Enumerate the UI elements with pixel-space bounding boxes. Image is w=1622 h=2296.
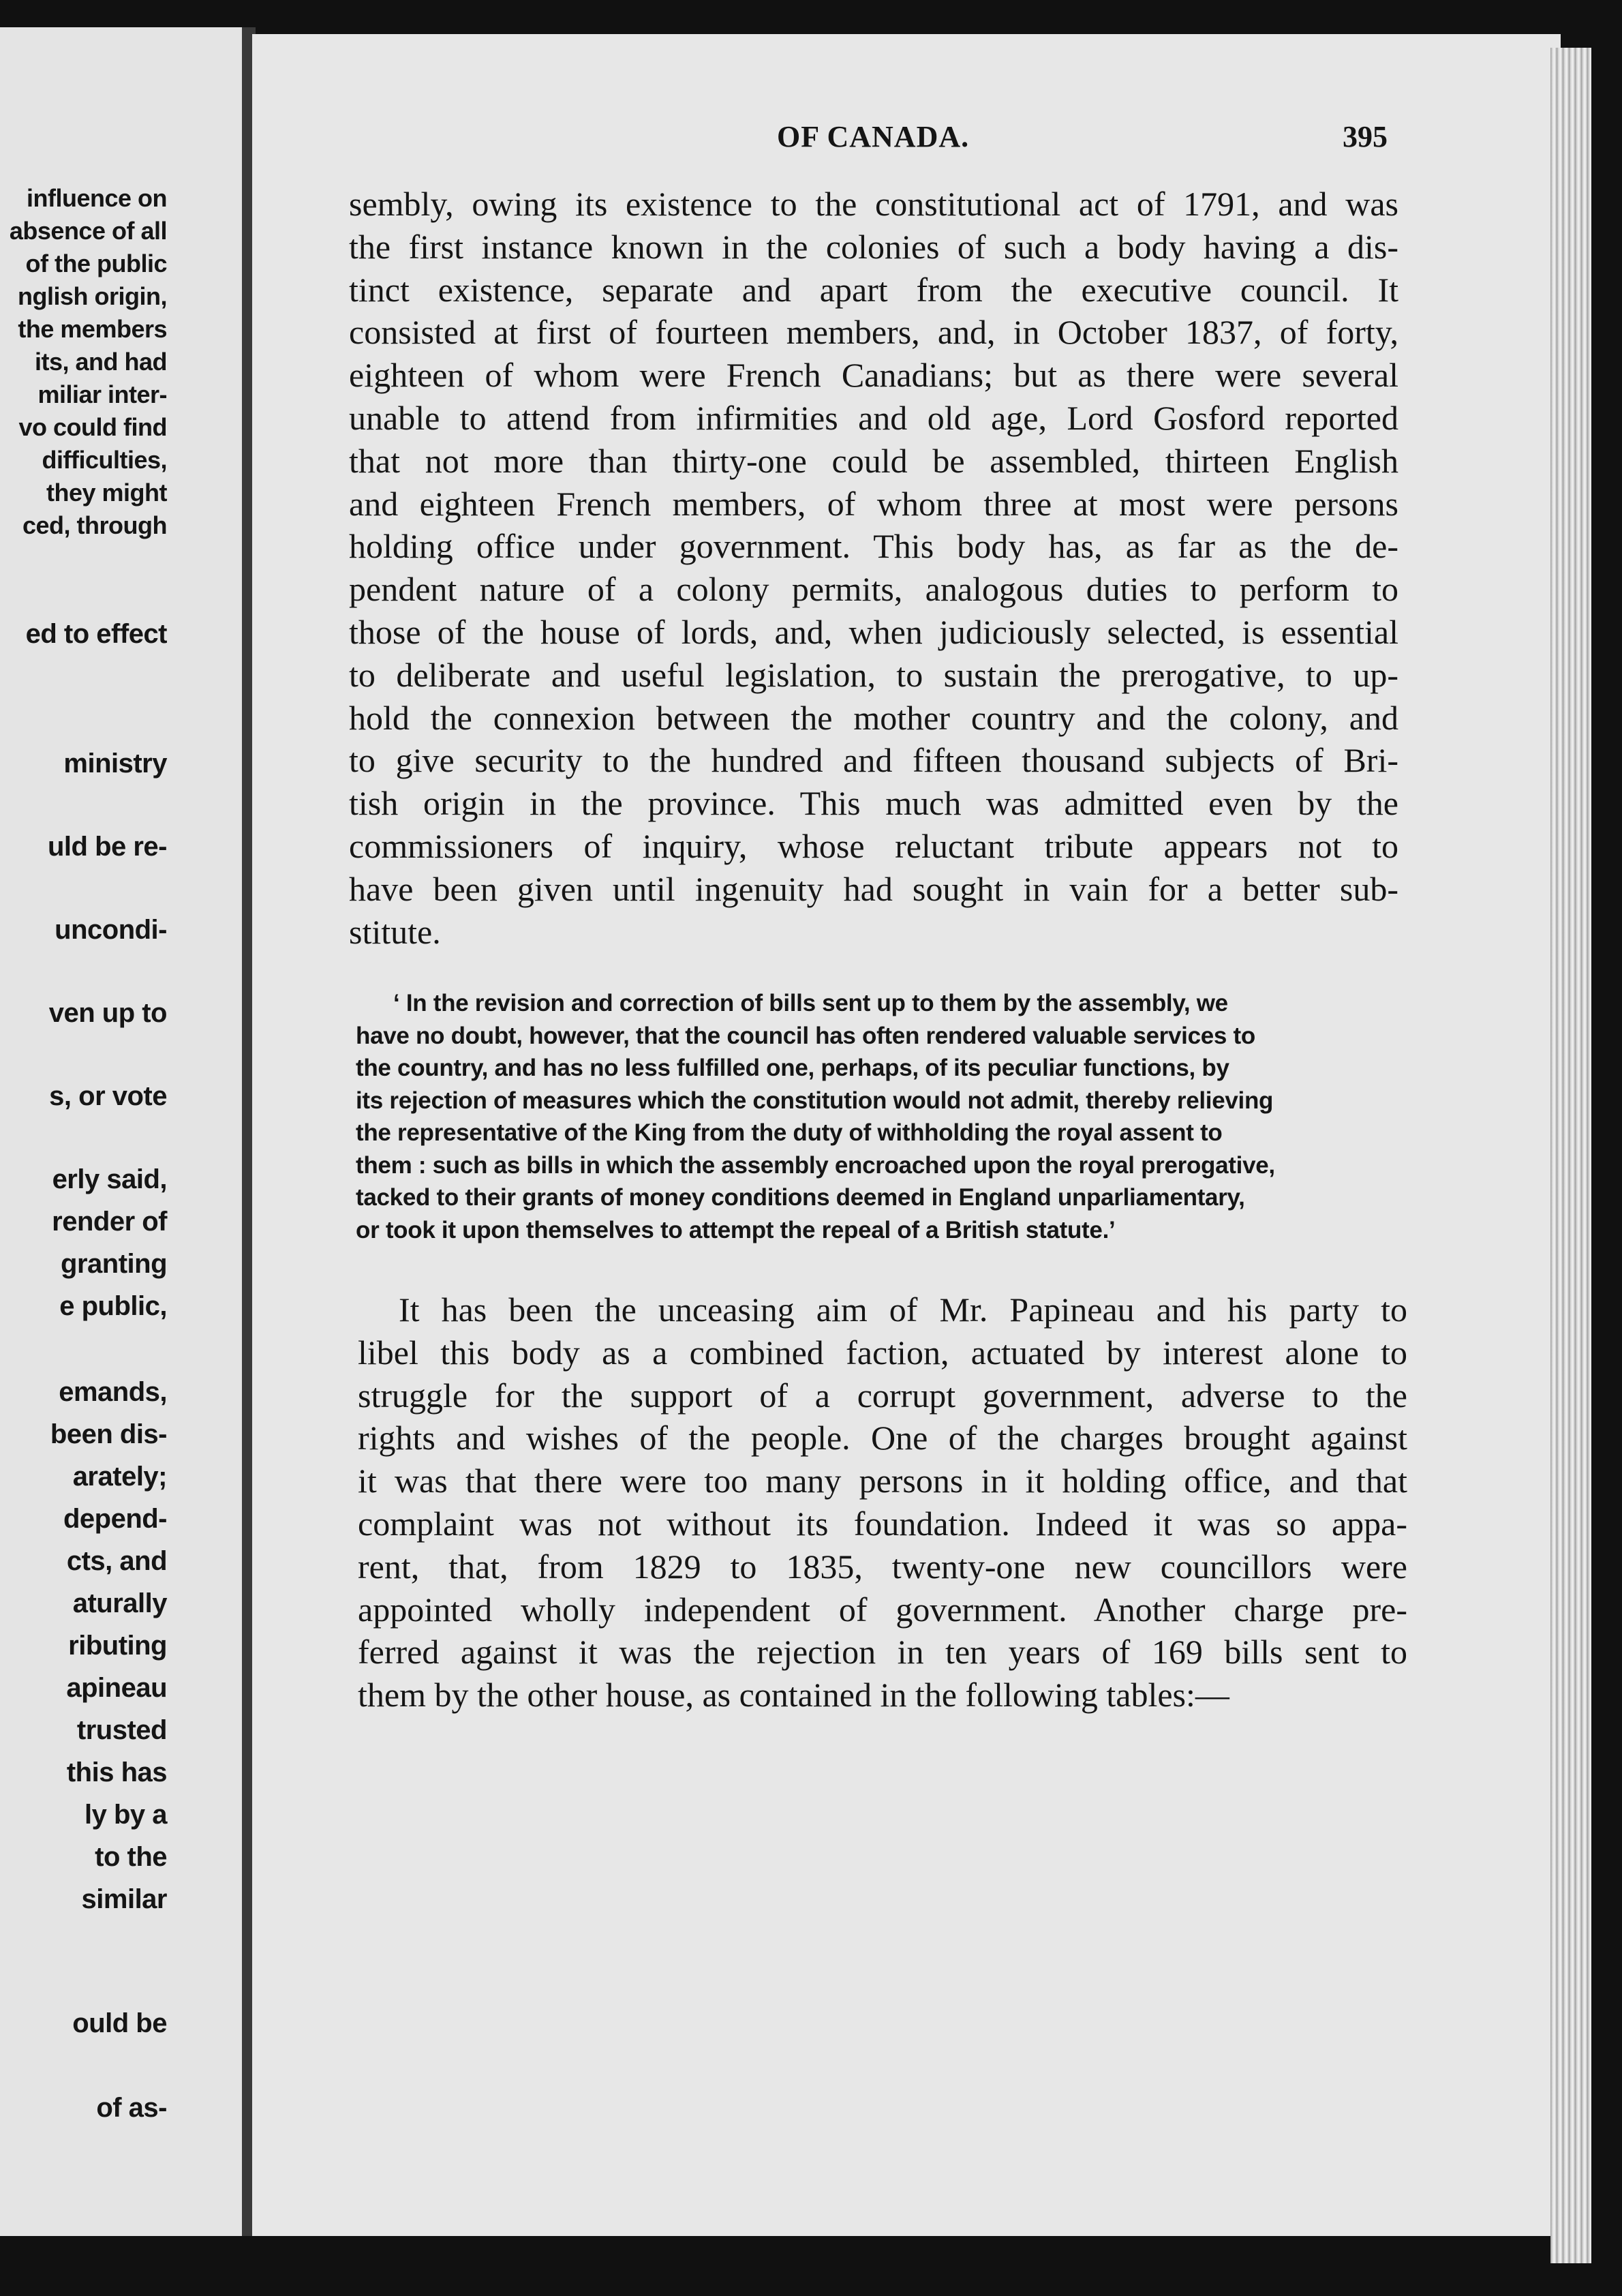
left-page-line: to the — [95, 1842, 167, 1872]
quote-line: tacked to their grants of money conditions deemed in England unparliamentary, — [356, 1184, 1245, 1211]
left-page-line: of as- — [96, 2093, 167, 2123]
text-line: commissioners of inquiry, whose reluctant tribute appears not to — [349, 826, 1398, 865]
left-page-line: they might — [46, 479, 167, 507]
text-line: that not more than thirty-one could be assembled, thirteen English — [349, 441, 1398, 480]
page-edge-stack — [1550, 48, 1591, 2263]
text-line: have been given until ingenuity had sought in vain for a better sub- — [349, 869, 1398, 908]
left-page-line: its, and had — [34, 348, 167, 376]
left-page-line: difficulties, — [42, 446, 167, 474]
text-line: rights and wishes of the people. One of the charges brought against — [358, 1419, 1407, 1457]
left-page-line: ould be — [72, 2008, 167, 2038]
left-page-line: ed to effect — [25, 619, 167, 649]
text-line: and eighteen French members, of whom three at most were persons — [349, 484, 1398, 523]
quote-line: the country, and has no less fulfilled one, perhaps, of its peculiar functions, by — [356, 1055, 1229, 1081]
left-page-line: depend- — [63, 1504, 167, 1534]
text-line: to deliberate and useful legislation, to sustain the prerogative, to up- — [349, 655, 1398, 694]
quote-line: have no doubt, however, that the council has often rendered valuable services to — [356, 1022, 1255, 1049]
left-page-line: similar — [81, 1884, 167, 1914]
left-page-line: uld be re- — [47, 832, 167, 862]
text-line: holding office under government. This body has, as far as the de- — [349, 527, 1398, 566]
text-line: struggle for the support of a corrupt government, adverse to the — [358, 1376, 1407, 1415]
paragraph-2 — [358, 1288, 1407, 1717]
text-line: stitute. — [349, 912, 441, 951]
left-page-line: vo could find — [18, 413, 167, 441]
left-page-line: erly said, — [52, 1164, 167, 1194]
text-line: complaint was not without its foundation. Indeed it was so appa- — [358, 1504, 1407, 1543]
text-line: sembly, owing its existence to the constitutional act of 1791, and was — [349, 185, 1398, 223]
text-line: those of the house of lords, and, when judiciously selected, is essential — [349, 612, 1398, 651]
paragraph-1 — [349, 183, 1398, 953]
left-page-line: arately; — [72, 1462, 167, 1492]
text-line: appointed wholly independent of government. Another charge pre- — [358, 1590, 1407, 1629]
left-page-line: nglish origin, — [18, 282, 167, 310]
left-page-line: emands, — [59, 1377, 167, 1407]
text-line: the first instance known in the colonies of such a body having a dis- — [349, 227, 1398, 266]
block-quote — [356, 987, 1275, 1246]
left-page-line: apineau — [66, 1673, 167, 1703]
left-page-line: granting — [61, 1249, 167, 1279]
left-page-line: cts, and — [66, 1546, 167, 1576]
text-line: it was that there were too many persons in it holding office, and that — [358, 1462, 1407, 1500]
quote-line: its rejection of measures which the constitution would not admit, thereby relieving — [356, 1087, 1274, 1114]
text-line: pendent nature of a colony permits, analogous duties to perform to — [349, 570, 1398, 609]
left-page-line: been dis- — [50, 1419, 167, 1449]
left-page-line: s, or vote — [49, 1081, 167, 1111]
left-page-line: influence on — [26, 184, 167, 212]
text-line: hold the connexion between the mother country and the colony, and — [349, 698, 1398, 737]
text-line: libel this body as a combined faction, actuated by interest alone to — [358, 1333, 1407, 1372]
quote-line: them : such as bills in which the assembly encroached upon the royal prerogative, — [356, 1151, 1275, 1179]
quote-line: or took it upon themselves to attempt the repeal of a British statute.’ — [356, 1216, 1116, 1243]
text-line: eighteen of whom were French Canadians; but as there were several — [349, 356, 1398, 395]
text-line: ferred against it was the rejection in ten years of 169 bills sent to — [358, 1633, 1407, 1672]
left-page-fragment — [0, 27, 242, 2236]
left-page-line: ven up to — [48, 998, 167, 1028]
left-page-line: e public, — [59, 1291, 167, 1321]
text-line: tish origin in the province. This much was admitted even by the — [349, 784, 1398, 823]
page-number: 395 — [1343, 120, 1388, 153]
text-line: It has been the unceasing aim of Mr. Papineau and his party to — [399, 1290, 1407, 1329]
left-page-line: the members — [18, 315, 167, 343]
left-page-line: of the public — [25, 250, 167, 277]
left-page-line: ministry — [63, 749, 167, 779]
text-line: unable to attend from infirmities and old age, Lord Gosford reported — [349, 398, 1398, 437]
text-line: rent, that, from 1829 to 1835, twenty-one new councillors were — [358, 1547, 1407, 1586]
left-page-line: this has — [66, 1757, 167, 1787]
quote-line: ‘ In the revision and correction of bills sent up to them by the assembly, we — [393, 990, 1228, 1016]
left-page-line: trusted — [76, 1715, 167, 1745]
left-page-line: aturally — [72, 1588, 167, 1618]
left-page-line: ced, through — [22, 511, 167, 539]
left-page-line: absence of all — [9, 217, 167, 245]
quote-line: the representative of the King from the duty of withholding the royal assent to — [356, 1119, 1223, 1146]
left-page-line: uncondi- — [55, 915, 167, 945]
left-page-line: ly by a — [84, 1800, 167, 1830]
text-line: tinct existence, separate and apart from the executive council. It — [349, 270, 1398, 309]
left-page-line: miliar inter- — [37, 380, 167, 408]
left-page-line: ributing — [68, 1631, 167, 1661]
running-title: OF CANADA. — [777, 120, 970, 153]
text-line: to give security to the hundred and fifteen thousand subjects of Bri- — [349, 741, 1398, 780]
left-page-line: render of — [52, 1207, 167, 1237]
text-line: consisted at first of fourteen members, and, in October 1837, of forty, — [349, 313, 1398, 352]
text-line: them by the other house, as contained in the following tables:— — [358, 1676, 1229, 1715]
